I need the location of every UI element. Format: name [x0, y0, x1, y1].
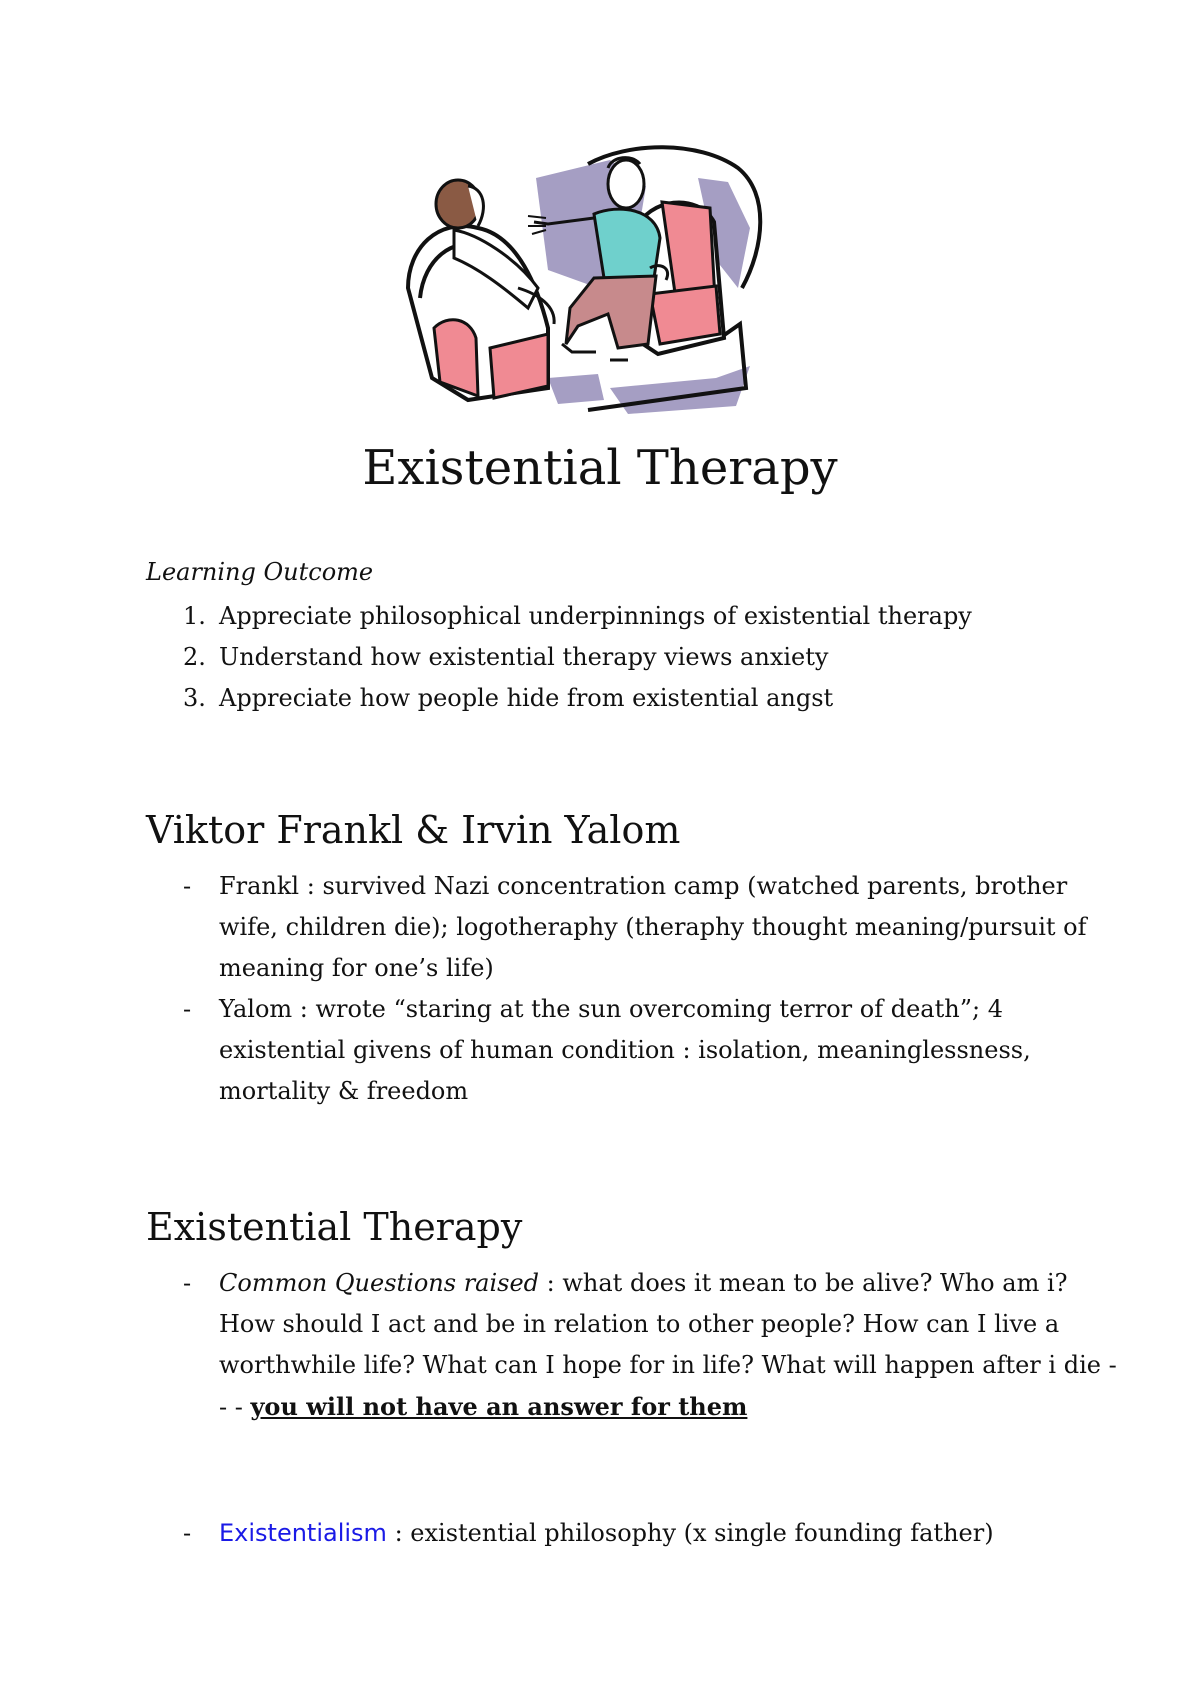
existentialism-text: : existential philosophy (x single founding father) [386, 1519, 994, 1547]
common-questions-text: : what does it mean to be alive? Who am i? How should I act and be in relation to other people? How can I live a worthwhile life? What can I hope for in life? What will happen after i die - - - [219, 1269, 1117, 1421]
learning-outcome-heading: Learning Outcome [146, 558, 374, 586]
common-questions-label: Common Questions raised [219, 1269, 540, 1297]
list-item-text: Appreciate philosophical underpinnings of existential therapy [219, 602, 972, 630]
list-item-text: Frankl : survived Nazi concentration camp (watched parents, brother wife, children die); logotheraphy (theraphy thought meaning/pursuit of meaning for one’s life) [219, 872, 1087, 982]
existentialism-bullets [146, 1513, 1126, 1554]
existentialism-term: Existentialism [219, 1519, 387, 1547]
list-item-text: Understand how existential therapy views anxiety [219, 643, 829, 671]
list-item-text: Appreciate how people hide from existential angst [219, 684, 834, 712]
bullet-dash: - [183, 995, 192, 1023]
list-item [146, 637, 972, 678]
no-answer-emphasis: you will not have an answer for them [250, 1392, 748, 1421]
list-number: 3. [183, 684, 206, 712]
list-item [146, 989, 1126, 1112]
therapy-session-illustration [398, 138, 810, 430]
document-title: Existential Therapy [362, 440, 838, 496]
existential-therapy-bullets [146, 1263, 1126, 1428]
list-number: 1. [183, 602, 206, 630]
section-heading-existential-therapy: Existential Therapy [146, 1205, 523, 1249]
list-item [146, 678, 972, 719]
bullet-dash: - [183, 1519, 192, 1547]
list-item [146, 1513, 1126, 1554]
section-heading-frankl-yalom: Viktor Frankl & Irvin Yalom [146, 808, 681, 852]
bullet-dash: - [183, 1269, 192, 1297]
list-item-text: Yalom : wrote “staring at the sun overcoming terror of death”; 4 existential givens of human condition : isolation, meaninglessness, mortality & freedom [219, 995, 1031, 1105]
frankl-yalom-bullets [146, 866, 1126, 1112]
list-item [146, 866, 1126, 989]
list-number: 2. [183, 643, 206, 671]
bullet-dash: - [183, 872, 192, 900]
list-item [146, 596, 972, 637]
list-item [146, 1263, 1126, 1428]
learning-outcome-list [146, 596, 972, 719]
